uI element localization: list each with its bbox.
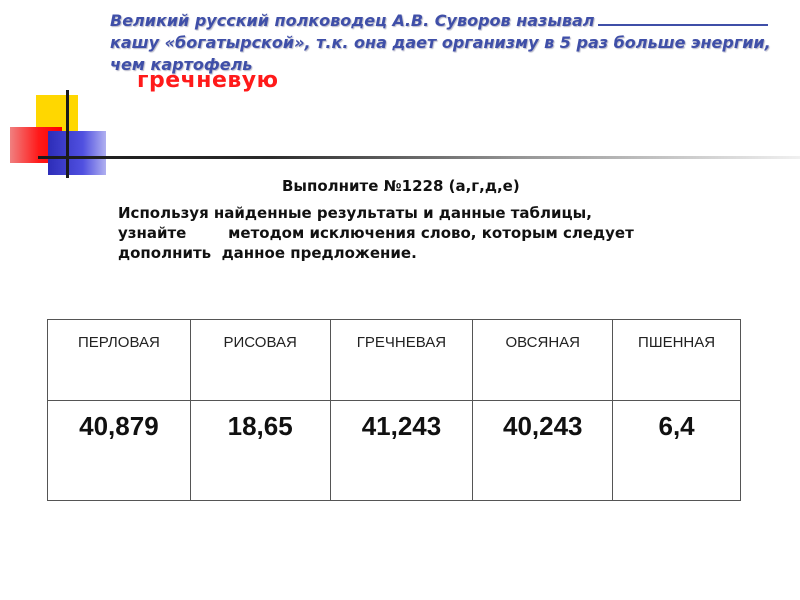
table-value-cell: 6,4 xyxy=(613,401,741,501)
table-value-cell: 18,65 xyxy=(190,401,330,501)
instructions-line-2: узнайте методом исключения слово, которым следует xyxy=(118,224,634,242)
title-line-2: кашу «богатырской», т.к. она дает организму в 5 раз больше энергии, xyxy=(110,33,771,52)
slide-title xyxy=(110,10,780,76)
table-header-cell: РИСОВАЯ xyxy=(190,320,330,401)
table-header-cell: ПЕРЛОВАЯ xyxy=(48,320,191,401)
horizontal-divider-line xyxy=(38,156,800,159)
table-header-cell: ГРЕЧНЕВАЯ xyxy=(330,320,473,401)
table-row xyxy=(48,401,741,501)
blue-square-decoration xyxy=(48,131,106,175)
task-heading: Выполните №1228 (а,г,д,е) xyxy=(282,177,520,195)
table-value-cell: 40,879 xyxy=(48,401,191,501)
answer-word: гречневую xyxy=(137,68,279,93)
table-header-cell: ОВСЯНАЯ xyxy=(473,320,613,401)
table-value-cell: 41,243 xyxy=(330,401,473,501)
title-line-1-text: Великий русский полководец А.В. Суворов называл xyxy=(110,11,595,30)
title-line-1 xyxy=(110,10,780,32)
vertical-divider-line xyxy=(66,90,69,178)
answer-blank xyxy=(598,12,768,26)
table-header-row xyxy=(48,320,741,401)
table-header-cell: ПШЕННАЯ xyxy=(613,320,741,401)
title-line-3: чем картофель xyxy=(110,55,253,74)
instructions-text xyxy=(118,203,758,263)
instructions-line-3: дополнить данное предложение. xyxy=(118,244,417,262)
instructions-line-1: Используя найденные результаты и данные таблицы, xyxy=(118,204,592,222)
table-value-cell: 40,243 xyxy=(473,401,613,501)
grains-table xyxy=(47,319,741,501)
